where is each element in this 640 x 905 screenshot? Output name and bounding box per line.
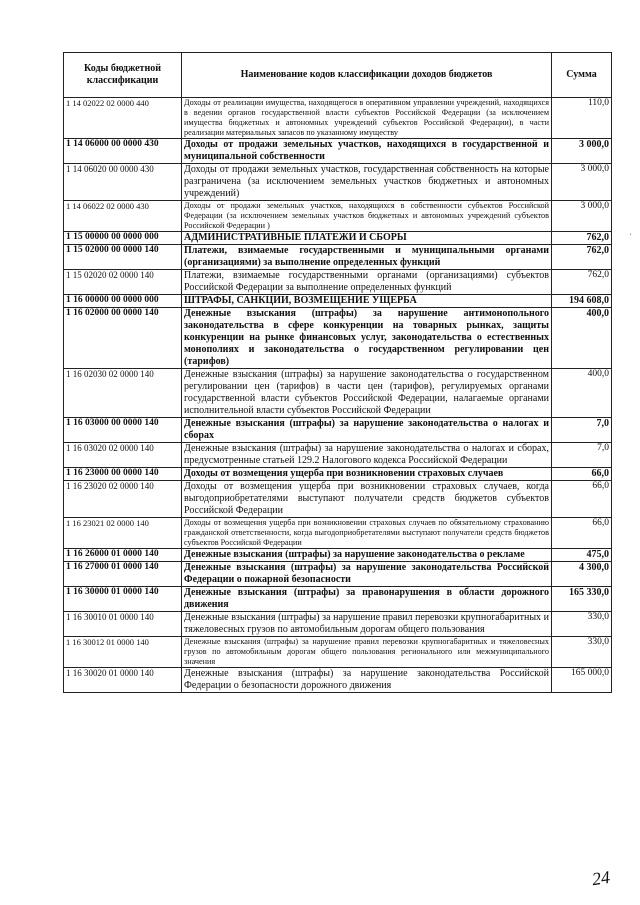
row-name: Денежные взыскания (штрафы) за нарушение правил перевозки крупногабаритных и тяжеловесных грузов по автомобильным дорогам общего пользования регионального или межмуниципального значения bbox=[182, 637, 552, 668]
row-sum: 475,0 bbox=[552, 549, 612, 562]
header-sum: Сумма bbox=[552, 53, 612, 98]
table-header-row bbox=[64, 53, 612, 98]
row-sum: 400,0 bbox=[552, 308, 612, 369]
row-sum: 762,0 bbox=[552, 232, 612, 245]
row-code: 1 16 30020 01 0000 140 bbox=[64, 668, 182, 693]
row-sum: 4 300,0 bbox=[552, 562, 612, 587]
row-sum: 66,0 bbox=[552, 481, 612, 518]
row-name: Доходы от реализации имущества, находящегося в оперативном управлении учреждений, находящихся в ведении органов государственной власти субъектов Российской Федерации (за исключением имущества бюджетных и автономных учреждений субъектов Российской Федерации), в части реализации материальных запасов по указанному имуществу bbox=[182, 98, 552, 139]
row-name: Доходы от возмещения ущерба при возникновении страховых случаев по обязательному страхованию гражданской ответственности, когда выгодоприобретателями выступают получатели средств бюджетов субъектов Российской Федерации bbox=[182, 518, 552, 549]
header-name: Наименование кодов классификации доходов бюджетов bbox=[182, 53, 552, 98]
row-name: Платежи, взимаемые государственными и муниципальными органами (организациями) за выполнение определенных функций bbox=[182, 245, 552, 270]
row-code: 1 16 03020 02 0000 140 bbox=[64, 443, 182, 468]
row-code: 1 16 23000 00 0000 140 bbox=[64, 468, 182, 481]
table-row bbox=[64, 668, 612, 693]
table-row bbox=[64, 308, 612, 369]
row-code: 1 15 00000 00 0000 000 bbox=[64, 232, 182, 245]
row-sum: 400,0 bbox=[552, 369, 612, 418]
row-sum: 330,0 bbox=[552, 637, 612, 668]
row-code: 1 16 02000 00 0000 140 bbox=[64, 308, 182, 369]
table-row bbox=[64, 549, 612, 562]
row-name: Платежи, взимаемые государственными органами (организациями) субъектов Российской Федерации за выполнение определенных функций bbox=[182, 270, 552, 295]
table-row bbox=[64, 369, 612, 418]
row-name: Доходы от продажи земельных участков, находящихся в государственной и муниципальной собственности bbox=[182, 139, 552, 164]
row-sum: 762,0 bbox=[552, 245, 612, 270]
row-code: 1 14 06020 00 0000 430 bbox=[64, 164, 182, 201]
table-row bbox=[64, 164, 612, 201]
row-sum: 330,0 bbox=[552, 612, 612, 637]
row-code: 1 14 06000 00 0000 430 bbox=[64, 139, 182, 164]
row-name: Доходы от возмещения ущерба при возникновении страховых случаев bbox=[182, 468, 552, 481]
table-row bbox=[64, 232, 612, 245]
row-code: 1 16 00000 00 0000 000 bbox=[64, 295, 182, 308]
row-name: Денежные взыскания (штрафы) за нарушение правил перевозки крупногабаритных и тяжеловесных грузов по автомобильным дорогам общего пользования bbox=[182, 612, 552, 637]
row-sum: 194 608,0 bbox=[552, 295, 612, 308]
row-sum: 3 000,0 bbox=[552, 164, 612, 201]
header-code: Коды бюджетной классификации bbox=[64, 53, 182, 98]
table-row bbox=[64, 418, 612, 443]
table-row bbox=[64, 295, 612, 308]
row-code: 1 16 27000 01 0000 140 bbox=[64, 562, 182, 587]
row-code: 1 16 23020 02 0000 140 bbox=[64, 481, 182, 518]
row-name: Денежные взыскания (штрафы) за нарушение законодательства о налогах и сборах, предусмотренные статьей 129.2 Налогового кодекса Российской Федерации bbox=[182, 443, 552, 468]
row-name: Доходы от продажи земельных участков, находящихся в собственности субъектов Российской Федерации (за исключением земельных участков бюджетных и автономных учреждений субъектов Российской Федерации ) bbox=[182, 201, 552, 232]
row-sum: 165 000,0 bbox=[552, 668, 612, 693]
row-code: 1 16 02030 02 0000 140 bbox=[64, 369, 182, 418]
table-row bbox=[64, 637, 612, 668]
table-row bbox=[64, 443, 612, 468]
table-row bbox=[64, 98, 612, 139]
row-name: Денежные взыскания (штрафы) за нарушение законодательства Российской Федерации о пожарной безопасности bbox=[182, 562, 552, 587]
row-code: 1 16 30000 01 0000 140 bbox=[64, 587, 182, 612]
row-sum: 7,0 bbox=[552, 418, 612, 443]
table-row bbox=[64, 468, 612, 481]
row-sum: 3 000,0 bbox=[552, 139, 612, 164]
table-row bbox=[64, 481, 612, 518]
row-sum: 3 000,0 bbox=[552, 201, 612, 232]
row-code: 1 16 26000 01 0000 140 bbox=[64, 549, 182, 562]
page-number: 24 bbox=[590, 866, 612, 890]
row-sum: 762,0 bbox=[552, 270, 612, 295]
row-sum: 66,0 bbox=[552, 518, 612, 549]
row-code: 1 14 02022 02 0000 440 bbox=[64, 98, 182, 139]
row-name: ШТРАФЫ, САНКЦИИ, ВОЗМЕЩЕНИЕ УЩЕРБА bbox=[182, 295, 552, 308]
table-row bbox=[64, 245, 612, 270]
row-name: Денежные взыскания (штрафы) за нарушение законодательства Российской Федерации о безопасности дорожного движения bbox=[182, 668, 552, 693]
table-row bbox=[64, 587, 612, 612]
row-name: Доходы от возмещения ущерба при возникновении страховых случаев, когда выгодоприобретателями выступают получатели средств бюджетов субъектов Российской Федерации bbox=[182, 481, 552, 518]
table-row bbox=[64, 201, 612, 232]
row-code: 1 16 30012 01 0000 140 bbox=[64, 637, 182, 668]
budget-revenue-table bbox=[63, 52, 612, 693]
row-code: 1 16 03000 00 0000 140 bbox=[64, 418, 182, 443]
row-code: 1 16 23021 02 0000 140 bbox=[64, 518, 182, 549]
table-row bbox=[64, 562, 612, 587]
row-name: Денежные взыскания (штрафы) за нарушение антимонопольного законодательства в сфере конкуренции на товарных рынках, защиты конкуренции на рынке финансовых услуг, законодательства о естественных монополиях и законодательства о государственном регулировании цен (тарифов) bbox=[182, 308, 552, 369]
row-code: 1 16 30010 01 0000 140 bbox=[64, 612, 182, 637]
row-sum: 110,0 bbox=[552, 98, 612, 139]
row-sum: 7,0 bbox=[552, 443, 612, 468]
row-name: АДМИНИСТРАТИВНЫЕ ПЛАТЕЖИ И СБОРЫ bbox=[182, 232, 552, 245]
table-row bbox=[64, 139, 612, 164]
row-name: Денежные взыскания (штрафы) за нарушение законодательства о рекламе bbox=[182, 549, 552, 562]
scan-edge-mark: ' bbox=[630, 232, 632, 241]
row-sum: 165 330,0 bbox=[552, 587, 612, 612]
row-name: Доходы от продажи земельных участков, государственная собственность на которые разграничена (за исключением земельных участков бюджетных и автономных учреждений) bbox=[182, 164, 552, 201]
table-row bbox=[64, 612, 612, 637]
row-name: Денежные взыскания (штрафы) за нарушение законодательства о налогах и сборах bbox=[182, 418, 552, 443]
row-code: 1 15 02020 02 0000 140 bbox=[64, 270, 182, 295]
row-name: Денежные взыскания (штрафы) за нарушение законодательства о государственном регулировании цен (тарифов) в части цен (тарифов), регулируемых органами государственной власти субъектов Российской Федерации, налагаемые органами исполнительной власти субъектов Российской Федерации bbox=[182, 369, 552, 418]
row-code: 1 15 02000 00 0000 140 bbox=[64, 245, 182, 270]
row-code: 1 14 06022 02 0000 430 bbox=[64, 201, 182, 232]
table-row bbox=[64, 270, 612, 295]
row-name: Денежные взыскания (штрафы) за правонарушения в области дорожного движения bbox=[182, 587, 552, 612]
row-sum: 66,0 bbox=[552, 468, 612, 481]
table-row bbox=[64, 518, 612, 549]
